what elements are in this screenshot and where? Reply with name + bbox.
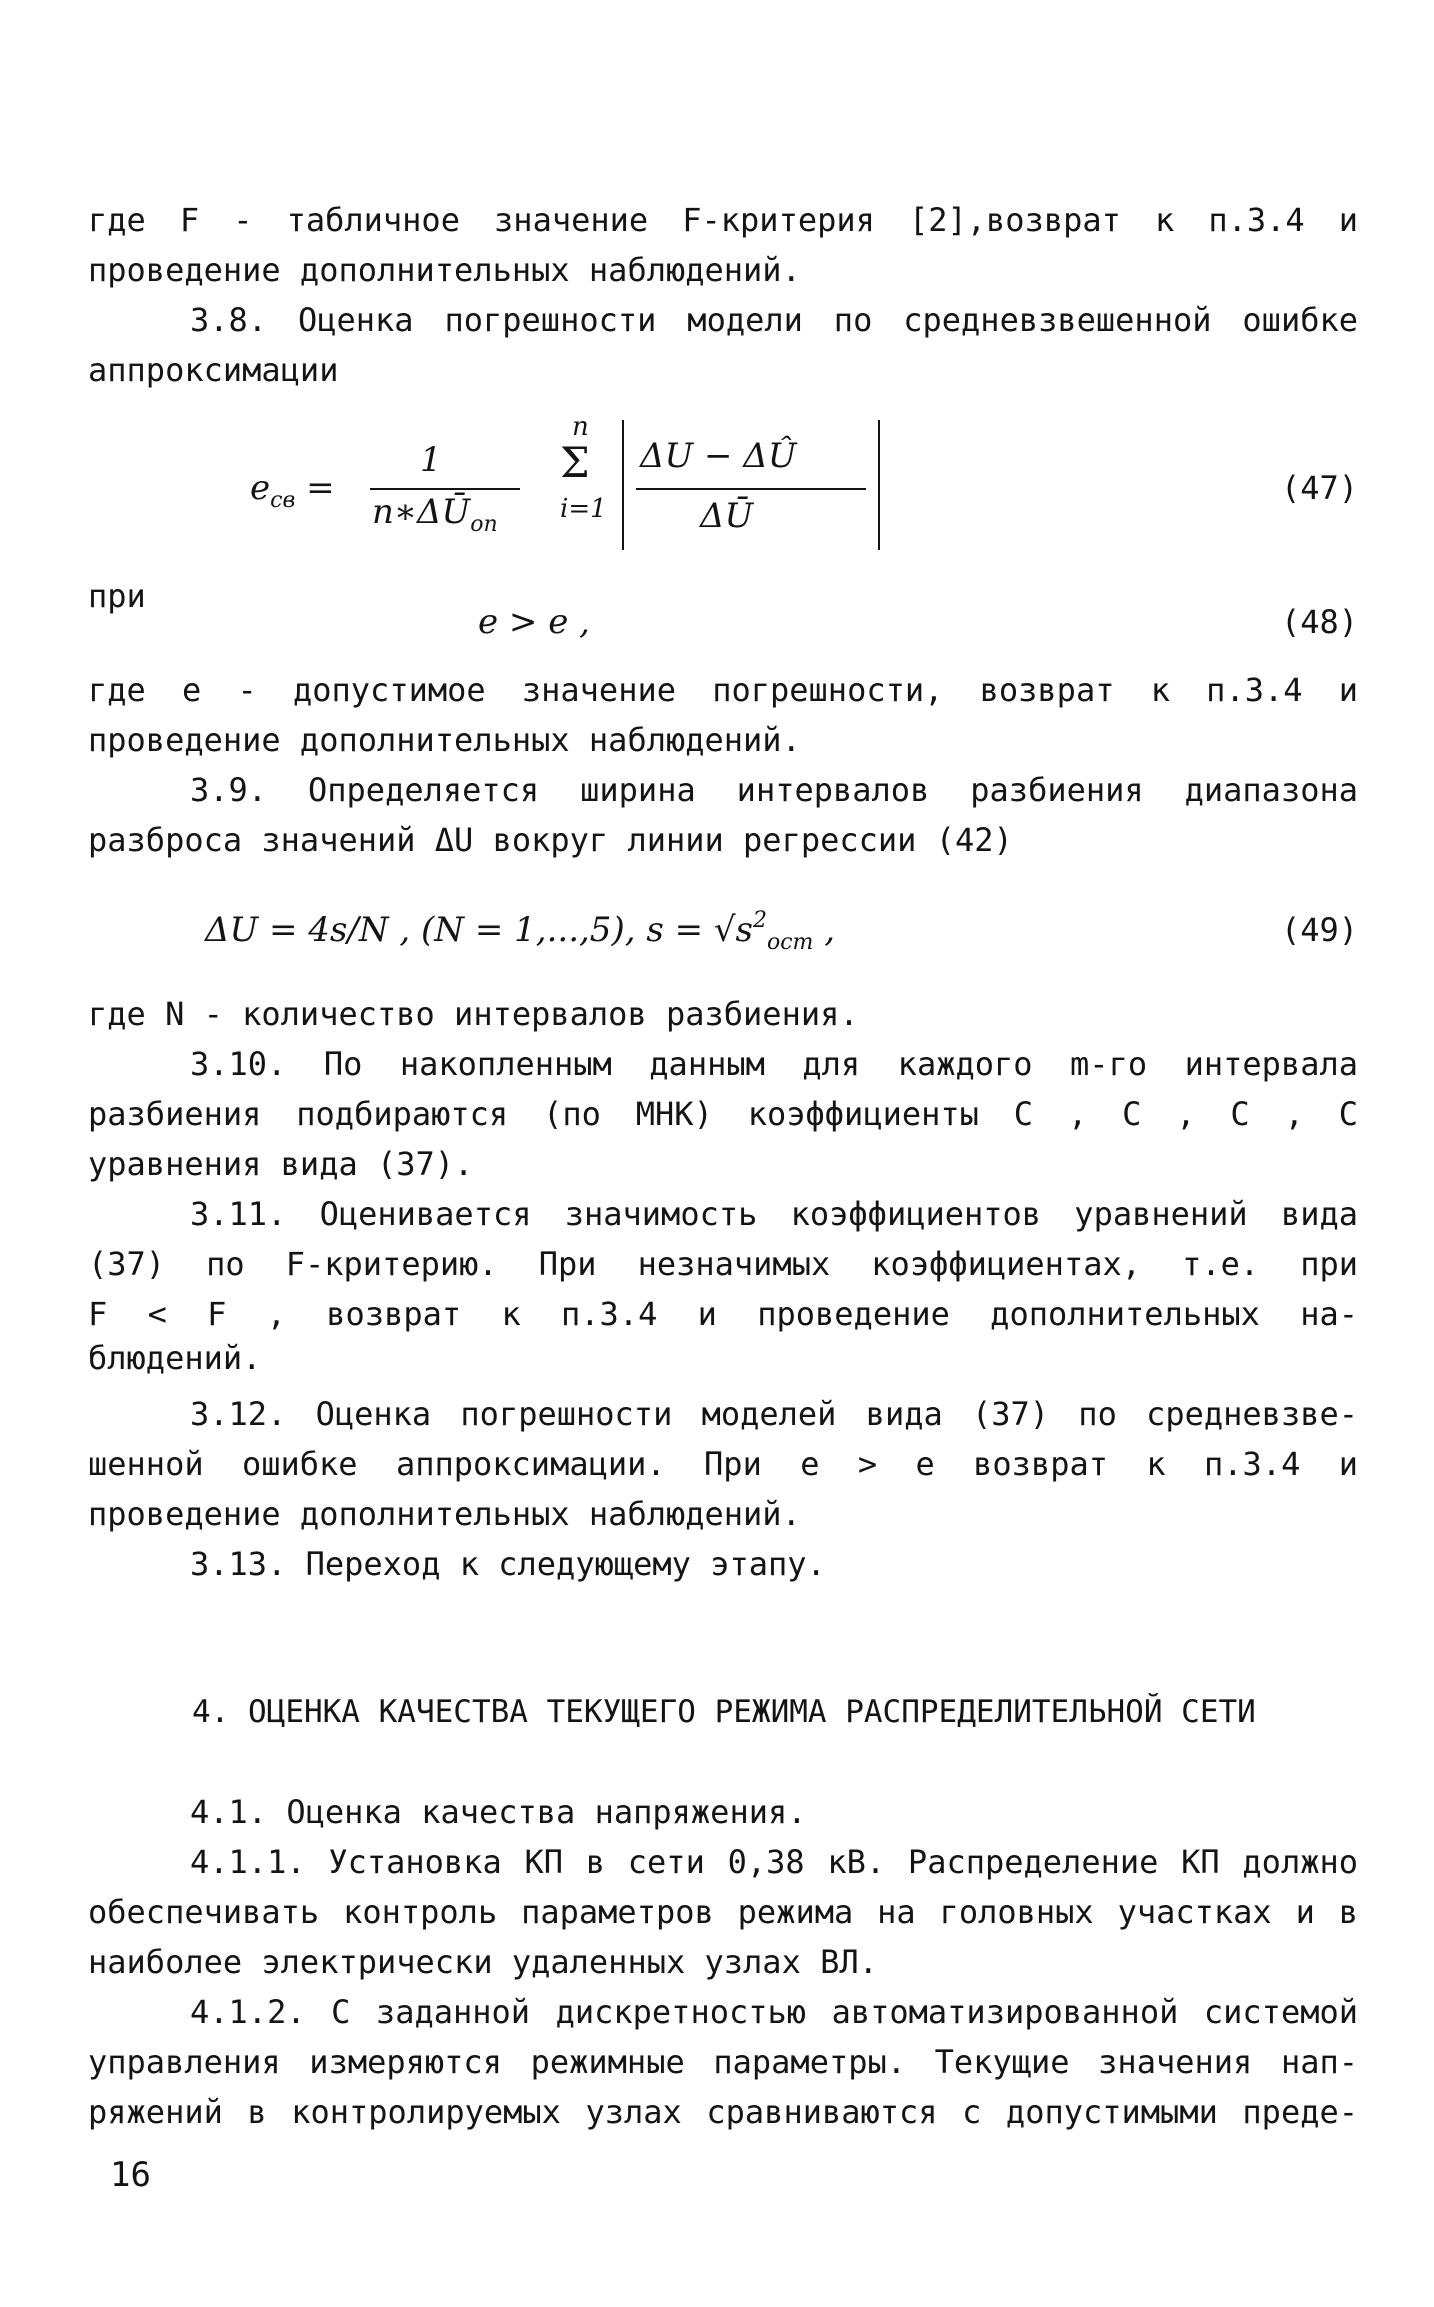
text-line-p6: управления измеряются режимные параметры. Текущие значения нап- — [88, 2043, 1358, 2081]
eq47-abs-denominator: ΔŪ — [700, 496, 754, 536]
text-line-19: шенной ошибке аппроксимации. При e > e возврат к п.3.4 и — [88, 1445, 1358, 1483]
eq47-abs-fraction-line — [636, 488, 866, 490]
section-4-1-1: 4.1.1. Установка КП в сети 0,38 кВ. Распределение КП должно — [190, 1843, 1358, 1881]
text-line-20: проведение дополнительных наблюдений. — [88, 1495, 801, 1533]
text-line-17: блюдений. — [88, 1339, 262, 1377]
eq47-abs-numerator: ΔU − ΔÛ — [640, 436, 797, 476]
eq47-abs-right — [878, 420, 880, 550]
text-line-16: F < F , возврат к п.3.4 и проведение дополнительных на- — [88, 1295, 1358, 1333]
eq47-abs-left — [622, 420, 624, 550]
section-3-13: 3.13. Переход к следующему этапу. — [190, 1545, 826, 1583]
section-3-8: 3.8. Оценка погрешности модели по средневзвешенной ошибке — [190, 301, 1358, 339]
eq47-sum-bottom: i=1 — [560, 494, 607, 524]
text-line-2: проведение дополнительных наблюдений. — [88, 251, 801, 289]
text-line-13: уравнения вида (37). — [88, 1145, 474, 1183]
text-line-p3: обеспечивать контроль параметров режима на головных участках и в — [88, 1893, 1358, 1931]
text-line-1: где F - табличное значение F-критерия [2],возврат к п.3.4 и — [88, 201, 1358, 239]
section-4-1: 4.1. Оценка качества напряжения. — [190, 1793, 807, 1831]
section-3-11: 3.11. Оценивается значимость коэффициентов уравнений вида — [190, 1195, 1358, 1233]
eq48-label: (48) — [1280, 603, 1358, 641]
eq47-sum-top: n — [572, 412, 589, 442]
text-line-9: разброса значений ΔU вокруг линии регрессии (42) — [88, 821, 1013, 859]
section-4-heading: 4. ОЦЕНКА КАЧЕСТВА ТЕКУЩЕГО РЕЖИМА РАСПРЕДЕЛИТЕЛЬНОЙ СЕТИ — [192, 1694, 1256, 1730]
text-line-6: где e - допустимое значение погрешности, возврат к п.3.4 и — [88, 671, 1358, 709]
section-3-9: 3.9. Определяется ширина интервалов разбиения диапазона — [190, 771, 1358, 809]
text-line-15: (37) по F-критерию. При незначимых коэффициентах, т.е. при — [88, 1245, 1358, 1283]
eq47-fraction-line — [370, 488, 520, 490]
eq49-label: (49) — [1280, 911, 1358, 949]
equation-48: e > e , — [478, 602, 590, 642]
text-line-p4: наиболее электрически удаленных узлах ВЛ. — [88, 1943, 878, 1981]
eq47-denominator: $n∗\Delta Ū_{оп}$ — [372, 492, 498, 537]
eq47-lhs: $e_{св}$ = — [250, 468, 335, 513]
text-line-4: аппроксимации — [88, 351, 339, 389]
text-line-12: разбиения подбираются (по МНК) коэффициенты C , C , C , C — [88, 1095, 1358, 1133]
eq47-label: (47) — [1280, 469, 1358, 507]
section-3-10: 3.10. По накопленным данным для каждого m-го интервала — [190, 1045, 1358, 1083]
eq47-sum-sign: Σ — [560, 438, 590, 487]
section-3-12: 3.12. Оценка погрешности моделей вида (37) по средневзве- — [190, 1395, 1358, 1433]
eq47-numerator: 1 — [420, 440, 442, 480]
section-4-1-2: 4.1.2. С заданной дискретностью автоматизированной системой — [190, 1993, 1358, 2031]
page-number: 16 — [110, 2155, 151, 2195]
text-line-7: проведение дополнительных наблюдений. — [88, 721, 801, 759]
text-line-10: где N - количество интервалов разбиения. — [88, 995, 859, 1033]
equation-49: ΔU = 4s/N , (N = 1,...,5), $s = √s^2_{ост}$ , — [205, 908, 836, 955]
text-line-p7: ряжений в контролируемых узлах сравниваются с допустимыми преде- — [88, 2093, 1358, 2131]
text-line-pri: при — [88, 577, 146, 615]
